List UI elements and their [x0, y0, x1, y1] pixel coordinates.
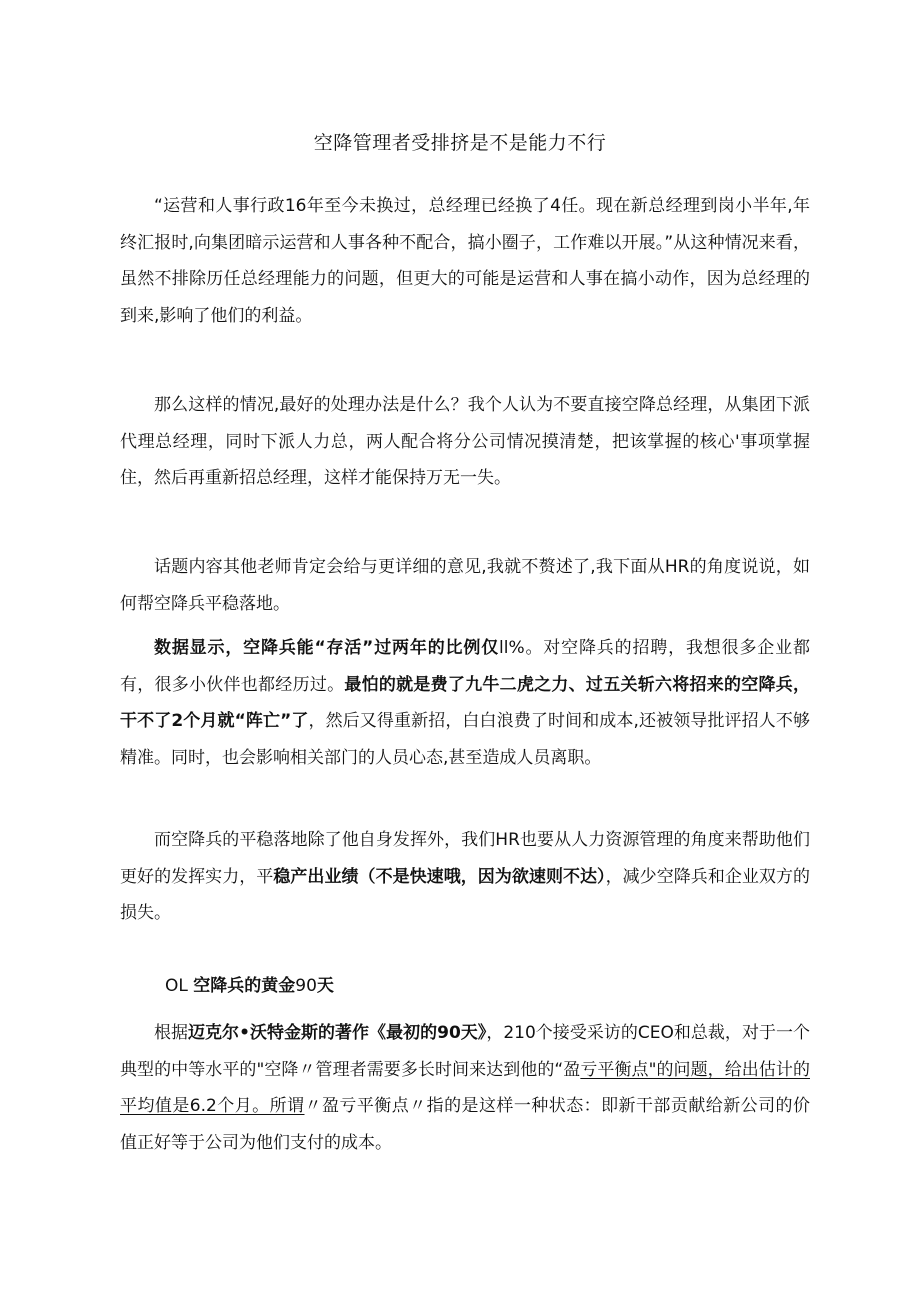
section-heading-suffix: 天	[316, 976, 334, 996]
paragraph-4-text-1: ll%。对空降兵的招聘，我想很多企业都有，很多小伙伴也都经历过。	[120, 638, 810, 695]
document-title: 空降管理者受排挤是不是能力不行	[313, 132, 607, 154]
paragraph-6-text-1: 根据	[154, 1023, 189, 1043]
paragraph-5	[120, 822, 810, 932]
paragraph-4-bold-1: 数据显示，空降兵能“存活”过两年的比例仅	[154, 638, 500, 658]
paragraph-6-text-2: ，210个接受采访的CEO和总裁，对于一个典型的中等水平的"空降〃管理者需要多长时间来达到他的“盈	[120, 1023, 810, 1080]
paragraph-6	[120, 1015, 810, 1161]
paragraph-5-text-1: 而空降兵的平稳落地除了他自身发挥外，我们HR也要从人力资源管理的角度来帮助他们更好的发挥实力，平	[120, 830, 810, 887]
section-heading-number: 90	[295, 976, 317, 996]
paragraph-5-bold-1: 稳产出业绩（不是快速哦，因为欲速则不达）	[273, 866, 606, 887]
paragraph-4-bold-2: 最怕的就是费了九牛二虎之力、过五关斩六将招来的空降兵，干不了2个月就“阵亡”了	[120, 674, 811, 731]
paragraph-6-text-3: 〃盈亏平衡点〃指的是这样一种状态：即新干部贡献给新公司的价值正好等于公司为他们支付的成本。	[120, 1096, 810, 1153]
paragraph-2: 那么这样的情况,最好的处理办法是什么？我个人认为不要直接空降总经理，从集团下派代理总经理，同时下派人力总，两人配合将分公司情况摸清楚，把该掌握的核心'事项掌握住，然后再重新招总经理，这样才能保持万无一失。	[120, 395, 810, 488]
paragraph-6-underlined: 亏平衡点"的问题，给出估计的平均值是6.2个月。所谓	[120, 1059, 810, 1116]
section-heading	[165, 968, 334, 1004]
paragraph-1: “运营和人事行政16年至今未换过，总经理已经换了4任。现在新总经理到岗小半年,年终汇报时,向集团暗示运营和人事各种不配合，搞小圈子，工作难以开展。”从这种情况来看，虽然不排除历任总经理能力的问题，但更大的可能是运营和人事在搞小动作，因为总经理的到来,影响了他们的利益。	[120, 196, 810, 326]
paragraph-4	[120, 630, 810, 776]
paragraph-4-text-2: ，然后又得重新招，白白浪费了时间和成本,还被领导批评招人不够精准。同时，也会影响相关部门的人员心态,甚至造成人员离职。	[120, 711, 810, 768]
paragraph-5-text-2: ，减少空降兵和企业双方的损失。	[120, 866, 811, 923]
section-heading-prefix: OL	[165, 976, 188, 996]
paragraph-6-bold-1: 迈克尔•沃特金斯的著作《最初的90天》	[188, 1023, 487, 1043]
paragraph-3: 话题内容其他老师肯定会给与更详细的意见,我就不赘述了,我下面从HR的角度说说，如何帮空降兵平稳落地。	[120, 557, 810, 614]
section-heading-bold: 空降兵的黄金	[193, 976, 296, 996]
